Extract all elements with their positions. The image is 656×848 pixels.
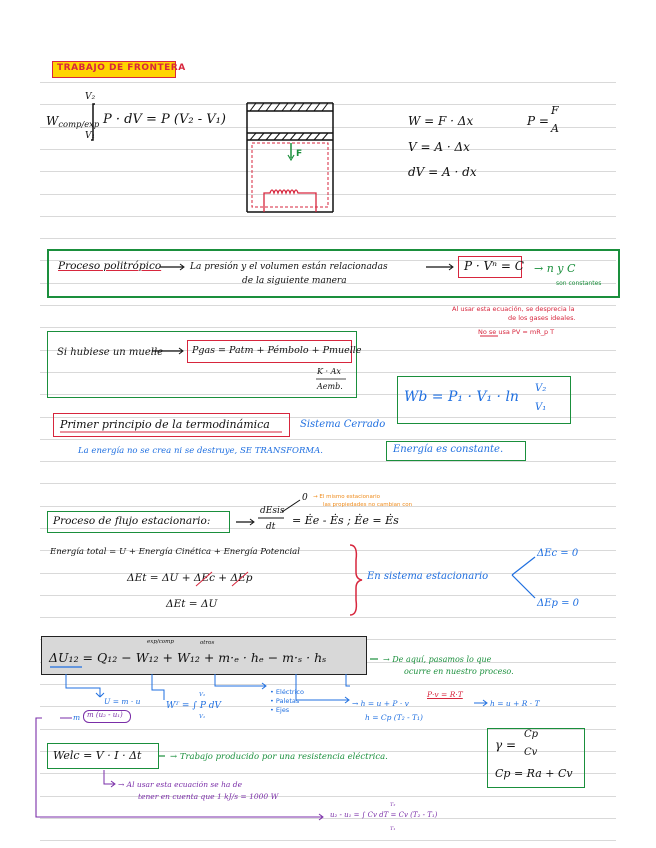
cv-integral-upper: T₂ <box>390 802 396 808</box>
delta-et-expanded: ΔEt = ΔU + ΔEc + ΔEp <box>127 572 253 584</box>
isothermal-ratio-denominator: V₁ <box>535 402 547 413</box>
brace <box>350 545 362 615</box>
polytropic-label: Proceso politrópico <box>58 260 162 272</box>
mass-internal-energy-label: m <box>73 713 81 722</box>
work-expansion-superscript: exp/comp <box>147 639 174 645</box>
pressure-numerator: F <box>551 104 559 117</box>
pressure-lhs: P = <box>527 114 549 128</box>
integral-lower-limit: V₁ <box>85 131 96 141</box>
first-law-label: Primer principio de la termodinámica <box>60 418 270 431</box>
polytropic-warning-2: de los gases ideales. <box>508 314 576 322</box>
integral-upper-limit: V₂ <box>85 92 96 102</box>
delta-ep-zero: ΔEp = 0 <box>537 598 580 609</box>
steady-flow-note-1: → El mismo estacionario <box>313 494 381 500</box>
eq-volume: V = A · Δx <box>408 140 470 154</box>
isothermal-ratio-numerator: V₂ <box>535 383 547 394</box>
delta-ec-zero: ΔEc = 0 <box>537 548 579 559</box>
polytropic-result: → n y C <box>534 262 576 275</box>
page-title: TRABAJO DE FRONTERA <box>57 63 186 73</box>
steady-flow-equation: = Ėe - Ės ; Ėe = Ės <box>292 514 399 527</box>
enthalpy-cp: h = Cp (T₂ - T₁) <box>365 713 423 722</box>
gamma-numerator: Cp <box>524 729 539 740</box>
polytropic-warning-1: Al usar esta ecuación, se desprecia la <box>452 305 575 313</box>
boundary-work-upper: V₂ <box>199 692 206 698</box>
integral-sign <box>91 104 95 140</box>
polytropic-text-1: La presión y el volumen están relacionadas <box>190 262 388 272</box>
other-work-shaft: • Ejes <box>270 706 290 714</box>
total-energy-definition: Energía total = U + Energía Cinética + Energía Potencial <box>50 547 300 557</box>
steady-system-note: En sistema estacionario <box>367 571 489 582</box>
eq-work-force: W = F · Δx <box>408 114 474 128</box>
polytropic-text-2: de la siguiente manera <box>242 276 347 286</box>
energy-balance-note-1: → De aquí, pasamos lo que <box>383 655 492 664</box>
work-lhs-subscript: comp/exp <box>58 119 100 130</box>
energy-conservation-statement: La energía no se crea ni se destruye, SE TRANSFORMA. <box>78 446 323 456</box>
work-other-superscript: otros <box>200 640 215 646</box>
eq-differential-volume: dV = A · dx <box>408 165 477 179</box>
other-work-electric: • Eléctrico <box>270 688 304 696</box>
other-work-paddle: • Paletas <box>270 697 300 705</box>
work-lhs-symbol: W <box>46 114 59 128</box>
polytropic-constants-note: son constantes <box>556 280 602 287</box>
isothermal-work-formula: Wb = P₁ · V₁ · ln <box>404 389 519 405</box>
resistor-coil <box>264 190 316 212</box>
steady-flow-label: Proceso de flujo estacionario: <box>53 515 211 527</box>
closed-system-label: Sistema Cerrado <box>300 419 386 430</box>
boundary-work-lower: V₁ <box>199 714 206 720</box>
force-arrow-label: F <box>296 149 303 159</box>
cv-integral-lower: T₁ <box>390 826 396 832</box>
internal-energy-def: U = m · u <box>104 697 141 706</box>
delta-et-simplified: ΔEt = ΔU <box>166 598 218 610</box>
steady-flow-den: dt <box>266 522 276 532</box>
steady-flow-note-2: las propiedades no cambian con <box>323 502 413 508</box>
internal-energy-change: u₂ - u₁ = ∫ Cv dT = Cv (T₂ - T₁) <box>330 811 438 819</box>
ideal-gas-relation: P·v = R·T <box>427 690 463 699</box>
spring-area-term: Aemb. <box>317 382 343 391</box>
enthalpy-result: h = u + R · T <box>490 699 540 708</box>
gamma-lhs: γ = <box>495 738 517 752</box>
electric-work-note: → Trabajo producido por una resistencia eléctrica. <box>170 752 388 762</box>
electric-work-formula: Welc = V · I · Δt <box>53 749 142 762</box>
piston-cylinder-diagram <box>247 103 333 212</box>
polytropic-formula: P · Vⁿ = C <box>464 259 524 273</box>
cp-relation: Cp = Ra + Cv <box>495 767 573 780</box>
pressure-denominator: A <box>551 122 559 135</box>
gamma-denominator: Cv <box>524 747 538 758</box>
electric-work-note-2a: → Al usar esta ecuación se ha de <box>118 780 243 789</box>
electric-work-note-2b: tener en cuenta que 1 kJ/s = 1000 W <box>138 792 279 801</box>
spring-label: Si hubiese un muelle <box>57 347 164 358</box>
energy-balance-formula: ΔU₁₂ = Q₁₂ − W₁₂ + W₁₂ + m·ₑ · hₑ − m·ₛ · hₛ <box>49 650 327 665</box>
steady-flow-num: dEsis <box>260 506 285 516</box>
work-integrand: P · dV = P (V₂ - V₁) <box>103 112 226 127</box>
mass-internal-energy-def: m (u₂ - u₁) <box>87 711 123 719</box>
polytropic-warning-3: No se usa PV = mR_p T <box>478 328 555 336</box>
spring-formula: Pgas = Patm + Pémbolo + Pmuelle <box>192 345 362 356</box>
energy-constant-label: Energía es constante. <box>393 444 504 455</box>
purple-connector <box>36 718 322 817</box>
spring-force-term: K · Ax <box>317 367 341 376</box>
boundary-work-def: Wᵀ = ∫ P dV <box>166 701 222 711</box>
steady-flow-zero: 0 <box>302 493 308 503</box>
energy-balance-note-2: ocurre en nuestro proceso. <box>404 667 514 676</box>
enthalpy-def: → h = u + P · v <box>352 699 409 708</box>
